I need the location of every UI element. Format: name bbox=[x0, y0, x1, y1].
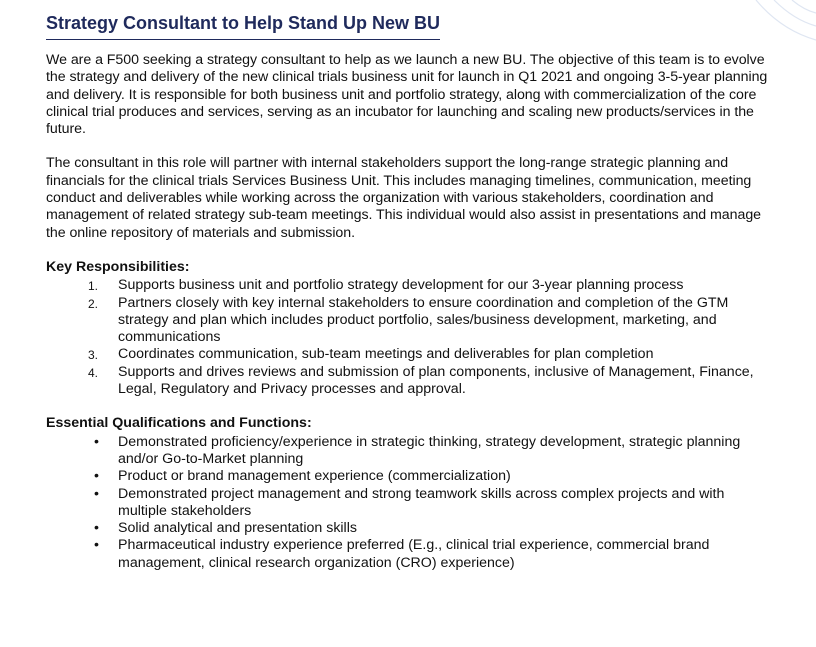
qualifications-list bbox=[46, 434, 776, 572]
list-number: 1. bbox=[88, 279, 99, 294]
bullet-icon: • bbox=[94, 468, 99, 485]
document-content bbox=[46, 10, 776, 572]
page-title: Strategy Consultant to Help Stand Up New BU bbox=[46, 10, 440, 40]
role-paragraph: The consultant in this role will partner with internal stakeholders support the long-range strategic planning and financials for the clinical trials Services Business Unit. This includes managing timelines, communication, meeting conduct and deliverables while working across the organization with various stakeholders, coordination and management of related strategy sub-team meetings. This individual would also assist in presentations and manage the online repository of materials and submission. bbox=[46, 155, 762, 241]
list-item bbox=[46, 520, 776, 537]
qualifications-heading: Essential Qualifications and Functions: bbox=[46, 415, 312, 432]
list-item-text: Partners closely with key internal stakeholders to ensure coordination and completion of the GTM strategy and plan which includes product portfolio, sales/business development, marketing, and communications bbox=[118, 294, 729, 346]
list-item-text: Supports and drives reviews and submission of plan components, inclusive of Management, Finance, Legal, Regulatory and Privacy processes and approval. bbox=[118, 363, 754, 398]
intro-paragraph: We are a F500 seeking a strategy consultant to help as we launch a new BU. The objective of this team is to evolve the strategy and delivery of the new clinical trials business unit for launch in Q1 2021 and ongoing 3-5-year planning and delivery. It is responsible for both business unit and portfolio strategy, along with commercialization of the core clinical trial produces and services, serving as an incubator for launching and scaling new products/services in the future. bbox=[46, 52, 768, 138]
list-item bbox=[46, 434, 776, 469]
bullet-icon: • bbox=[94, 537, 99, 554]
list-item bbox=[46, 537, 776, 572]
list-item-text: Coordinates communication, sub-team meetings and deliverables for plan completion bbox=[118, 346, 654, 363]
responsibilities-list bbox=[46, 277, 776, 398]
list-item bbox=[46, 295, 776, 347]
list-item-text: Demonstrated proficiency/experience in strategic thinking, strategy development, strategic planning and/or Go-to-Market planning bbox=[118, 433, 741, 467]
list-item bbox=[46, 364, 776, 399]
list-number: 4. bbox=[88, 365, 99, 380]
list-number: 2. bbox=[88, 296, 99, 311]
list-number: 3. bbox=[88, 348, 99, 363]
list-item-text: Product or brand management experience (commercialization) bbox=[118, 468, 511, 485]
list-item bbox=[46, 346, 776, 363]
list-item bbox=[46, 277, 776, 294]
list-item-text: Demonstrated project management and strong teamwork skills across complex projects and with multiple stakeholders bbox=[118, 485, 725, 519]
list-item bbox=[46, 468, 776, 485]
bullet-icon: • bbox=[94, 485, 99, 502]
list-item-text: Supports business unit and portfolio strategy development for our 3-year planning process bbox=[118, 277, 684, 294]
bullet-icon: • bbox=[94, 433, 99, 450]
bullet-icon: • bbox=[94, 520, 99, 537]
list-item bbox=[46, 486, 776, 521]
list-item-text: Pharmaceutical industry experience preferred (E.g., clinical trial experience, commercial brand management, clinical research organization (CRO) experience) bbox=[118, 537, 710, 571]
responsibilities-heading: Key Responsibilities: bbox=[46, 258, 190, 275]
list-item-text: Solid analytical and presentation skills bbox=[118, 520, 357, 537]
